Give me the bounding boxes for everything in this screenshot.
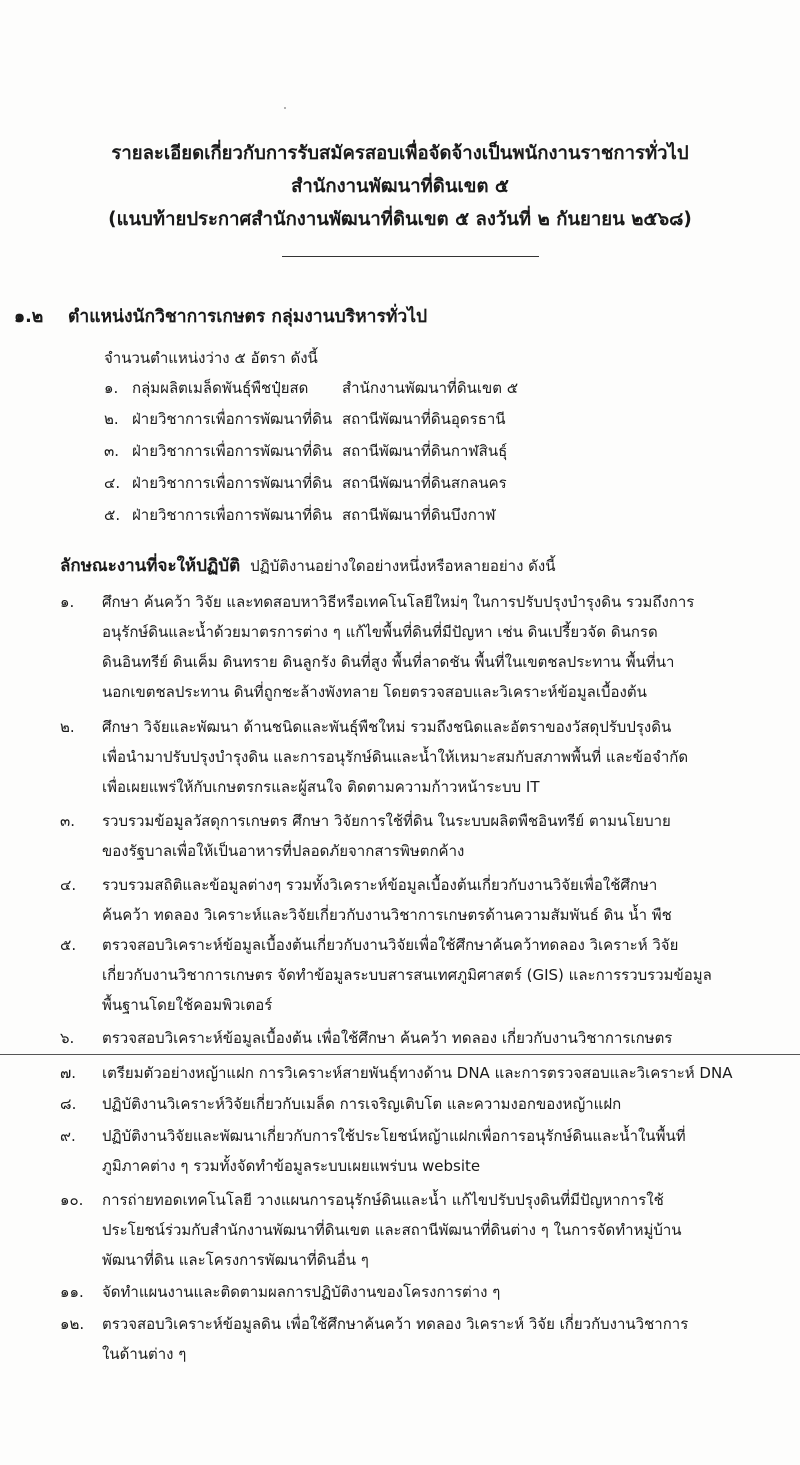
section-title: ตำแหน่งนักวิชาการเกษตร กลุ่มงานบริหารทั่วไป xyxy=(68,307,428,327)
position-department: ฝ่ายวิชาการเพื่อการพัฒนาที่ดิน xyxy=(132,506,333,524)
position-number: ๕. xyxy=(104,506,121,524)
duty-number: ๑๒. xyxy=(60,1315,85,1333)
duty-text-line: เกี่ยวกับงานวิชาการเกษตร จัดทำข้อมูลระบบสารสนเทศภูมิศาสตร์ (GIS) และการรวบรวมข้อมูล xyxy=(102,966,712,984)
duty-text-line: ของรัฐบาลเพื่อให้เป็นอาหารที่ปลอดภัยจากสารพิษตกค้าง xyxy=(102,842,465,860)
duty-text-line: เตรียมตัวอย่างหญ้าแฝก การวิเคราะห์สายพันธุ์ทางด้าน DNA และการตรวจสอบและวิเคราะห์ DNA xyxy=(102,1064,733,1082)
scan-artifact-line xyxy=(0,1054,800,1055)
duty-text-line: ในด้านต่าง ๆ xyxy=(102,1345,187,1363)
duty-number: ๕. xyxy=(60,936,77,954)
duty-text-line: ศึกษา วิจัยและพัฒนา ด้านชนิดและพันธุ์พืชใหม่ รวมถึงชนิดและอัตราของวัสดุปรับปรุงดิน xyxy=(102,718,672,736)
duty-text-line: การถ่ายทอดเทคโนโลยี วางแผนการอนุรักษ์ดินและน้ำ แก้ไขปรับปรุงดินที่มีปัญหาการใช้ xyxy=(102,1191,664,1209)
duty-text-line: ปฏิบัติงานวิจัยและพัฒนาเกี่ยวกับการใช้ประโยชน์หญ้าแฝกเพื่อการอนุรักษ์ดินและน้ำในพื้นที่ xyxy=(102,1127,686,1145)
duty-text-line: ค้นคว้า ทดลอง วิเคราะห์และวิจัยเกี่ยวกับงานวิชาการเกษตรด้านความสัมพันธ์ ดิน น้ำ พืช xyxy=(102,906,672,924)
position-office: สำนักงานพัฒนาที่ดินเขต ๕ xyxy=(342,379,519,397)
duty-text-line: นอกเขตชลประทาน ดินที่ถูกชะล้างพังทลาย โดยตรวจสอบและวิเคราะห์ข้อมูลเบื้องต้น xyxy=(102,683,647,701)
duty-text-line: พัฒนาที่ดิน และโครงการพัฒนาที่ดินอื่น ๆ xyxy=(102,1251,369,1269)
duty-text-line: ตรวจสอบวิเคราะห์ข้อมูลดิน เพื่อใช้ศึกษาค้นคว้า ทดลอง วิเคราะห์ วิจัย เกี่ยวกับงานวิชาการ xyxy=(102,1315,689,1333)
section-number: ๑.๒ xyxy=(14,307,44,327)
position-item xyxy=(104,469,507,497)
office-name: สำนักงานพัฒนาที่ดินเขต ๕ xyxy=(291,176,509,197)
position-department: กลุ่มผลิตเมล็ดพันธุ์พืชปุ๋ยสด xyxy=(132,379,309,397)
position-number: ๑. xyxy=(104,379,119,397)
duty-text-line: ปฏิบัติงานวิเคราะห์วิจัยเกี่ยวกับเมล็ด การเจริญเติบโต และความงอกของหญ้าแฝก xyxy=(102,1095,622,1113)
duty-number: ๓. xyxy=(60,812,76,830)
duty-number: ๖. xyxy=(60,1029,75,1047)
position-number: ๔. xyxy=(104,474,121,492)
duty-text-line: รวบรวมสถิติและข้อมูลต่างๆ รวมทั้งวิเคราะห์ข้อมูลเบื้องต้นเกี่ยวกับงานวิจัยเพื่อใช้ศึกษา xyxy=(102,876,658,894)
scan-speck xyxy=(284,107,286,109)
duties-subtitle: ปฏิบัติงานอย่างใดอย่างหนึ่งหรือหลายอย่าง ดังนี้ xyxy=(250,557,556,575)
position-office: สถานีพัฒนาที่ดินบึงกาฬ xyxy=(342,506,496,524)
position-number: ๒. xyxy=(104,410,119,428)
position-item xyxy=(104,437,507,465)
duty-text-line: ประโยชน์ร่วมกับสำนักงานพัฒนาที่ดินเขต และสถานีพัฒนาที่ดินต่าง ๆ ในการจัดทำหมู่บ้าน xyxy=(102,1221,682,1239)
position-department: ฝ่ายวิชาการเพื่อการพัฒนาที่ดิน xyxy=(132,410,333,428)
duty-number: ๑. xyxy=(60,593,75,611)
document-title: รายละเอียดเกี่ยวกับการรับสมัครสอบเพื่อจัดจ้างเป็นพนักงานราชการทั่วไป xyxy=(111,143,689,164)
duties-title: ลักษณะงานที่จะให้ปฏิบัติ xyxy=(60,556,241,576)
duty-text-line: ศึกษา ค้นคว้า วิจัย และทดสอบหาวิธีหรือเทคโนโลยีใหม่ๆ ในการปรับปรุงบำรุงดิน รวมถึงการ xyxy=(102,593,695,611)
duty-text-line: จัดทำแผนงานและติดตามผลการปฏิบัติงานของโครงการต่าง ๆ xyxy=(102,1283,501,1301)
position-number: ๓. xyxy=(104,442,120,460)
duty-text-line: ดินอินทรีย์ ดินเค็ม ดินทราย ดินลูกรัง ดินที่สูง พื้นที่ลาดชัน พื้นที่ในเขตชลประทาน พื้นที่นา xyxy=(102,653,675,671)
position-item xyxy=(104,405,506,433)
position-item xyxy=(104,501,496,529)
position-office: สถานีพัฒนาที่ดินสกลนคร xyxy=(342,474,507,492)
position-item xyxy=(104,374,518,402)
duty-text-line: ภูมิภาคต่าง ๆ รวมทั้งจัดทำข้อมูลระบบเผยแพร่บน website xyxy=(102,1157,481,1175)
position-department: ฝ่ายวิชาการเพื่อการพัฒนาที่ดิน xyxy=(132,474,333,492)
duty-number: ๙. xyxy=(60,1127,76,1145)
position-office: สถานีพัฒนาที่ดินอุดรธานี xyxy=(342,410,506,428)
duty-text-line: เพื่อเผยแพร่ให้กับเกษตรกรและผู้สนใจ ติดตามความก้าวหน้าระบบ IT xyxy=(102,778,540,796)
title-divider xyxy=(282,256,539,257)
position-office: สถานีพัฒนาที่ดินกาฬสินธุ์ xyxy=(342,442,508,460)
section-heading xyxy=(14,303,427,331)
duties-heading xyxy=(60,552,556,580)
duty-number: ๘. xyxy=(60,1095,77,1113)
duty-number: ๑๐. xyxy=(60,1191,84,1209)
duty-text-line: ตรวจสอบวิเคราะห์ข้อมูลเบื้องต้นเกี่ยวกับงานวิจัยเพื่อใช้ศึกษาค้นคว้าทดลอง วิเคราะห์ วิจัย xyxy=(102,936,679,954)
duty-text-line: พื้นฐานโดยใช้คอมพิวเตอร์ xyxy=(102,996,273,1014)
duty-text-line: รวบรวมข้อมูลวัสดุการเกษตร ศึกษา วิจัยการใช้ที่ดิน ในระบบผลิตพืชอินทรีย์ ตามนโยบาย xyxy=(102,812,671,830)
duty-number: ๒. xyxy=(60,718,75,736)
duty-text-line: เพื่อนำมาปรับปรุงบำรุงดิน และการอนุรักษ์ดินและน้ำให้เหมาะสมกับสภาพพื้นที่ และข้อจำกัด xyxy=(102,748,689,766)
vacancy-intro: จำนวนตำแหน่งว่าง ๕ อัตรา ดังนี้ xyxy=(104,349,318,367)
position-department: ฝ่ายวิชาการเพื่อการพัฒนาที่ดิน xyxy=(132,442,333,460)
announcement-reference: (แนบท้ายประกาศสำนักงานพัฒนาที่ดินเขต ๕ ลงวันที่ ๒ กันยายน ๒๕๖๘) xyxy=(108,209,692,230)
duty-text-line: ตรวจสอบวิเคราะห์ข้อมูลเบื้องต้น เพื่อใช้ศึกษา ค้นคว้า ทดลอง เกี่ยวกับงานวิชาการเกษตร xyxy=(102,1029,673,1047)
duty-number: ๗. xyxy=(60,1064,77,1082)
duty-number: ๔. xyxy=(60,876,77,894)
duty-text-line: อนุรักษ์ดินและน้ำด้วยมาตรการต่าง ๆ แก้ไขพื้นที่ดินที่มีปัญหา เช่น ดินเปรี้ยวจัด ดินกรด xyxy=(102,623,658,641)
duty-number: ๑๑. xyxy=(60,1283,84,1301)
